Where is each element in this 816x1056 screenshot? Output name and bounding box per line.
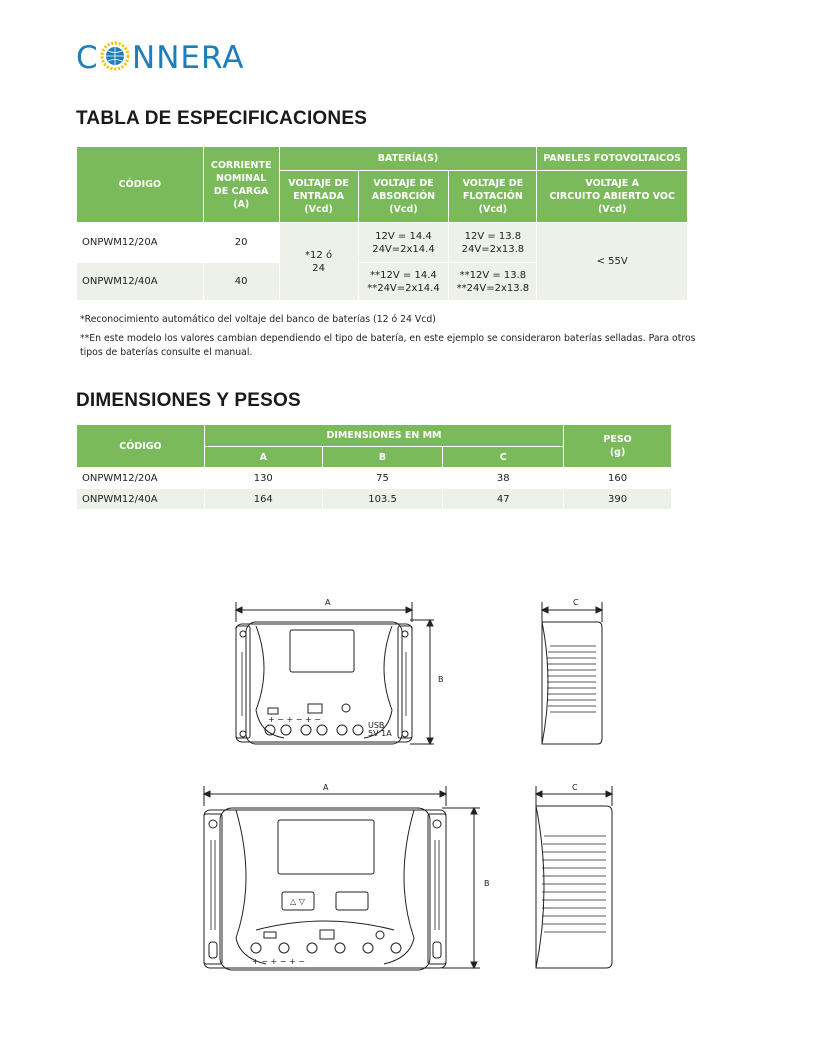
spec-header-codigo: CÓDIGO [77, 147, 204, 223]
dim-c: 38 [443, 468, 564, 489]
spec-header-voltaje-absorcion: VOLTAJE DE ABSORCIÓN (Vcd) [358, 171, 449, 223]
spec-voc-shared: < 55V [537, 223, 688, 301]
spec-codigo: ONPWM12/40A [77, 263, 204, 301]
dim-label-c: C [573, 598, 579, 607]
spec-absorcion: 12V = 14.4 24V=2x14.4 [358, 223, 449, 263]
drawing-20a-side [536, 594, 612, 754]
usb-label: USB [368, 721, 385, 730]
dim-label-a: A [325, 598, 331, 607]
spec-header-paneles: PANELES FOTOVOLTAICOS [537, 147, 688, 171]
spec-absorcion: **12V = 14.4 **24V=2x14.4 [358, 263, 449, 301]
spec-header-bateria: BATERÍA(S) [279, 147, 537, 171]
dim-b: 103.5 [322, 489, 443, 510]
dim-peso: 160 [564, 468, 672, 489]
spec-note-2: **En este modelo los valores cambian dependiendo el tipo de batería, en este ejemplo se consideraron baterías selladas. Para otros tipos de baterías consulte el manual. [80, 333, 696, 358]
spec-header-voltaje-flotacion: VOLTAJE DE FLOTACIÓN (Vcd) [449, 171, 537, 223]
dim-table [76, 424, 672, 510]
spec-flotacion: **12V = 13.8 **24V=2x13.8 [449, 263, 537, 301]
dim-header-row-1 [77, 425, 672, 447]
spec-header-voltaje-circuito: VOLTAJE A CIRCUITO ABIERTO VOC (Vcd) [537, 171, 688, 223]
dim-header-dimensiones: DIMENSIONES EN MM [204, 425, 563, 447]
dim-b: 75 [322, 468, 443, 489]
svg-text:△ ▽: △ ▽ [290, 897, 305, 906]
dim-header-codigo: CÓDIGO [77, 425, 205, 468]
dim-peso: 390 [564, 489, 672, 510]
dim-header-c: C [443, 447, 564, 468]
spec-entrada-shared: *12 ó 24 [279, 223, 358, 301]
dim-header-peso: PESO (g) [564, 425, 672, 468]
svg-text:NNERA: NNERA [132, 40, 245, 76]
dim-label-c: C [572, 783, 578, 792]
spec-note-1: *Reconocimiento automático del voltaje del banco de baterías (12 ó 24 Vcd) [80, 314, 436, 325]
dim-c: 47 [443, 489, 564, 510]
svg-text:+ − + − + −: + − + − + − [268, 715, 321, 724]
svg-text:+ − + − +: + − + − + − [252, 957, 305, 966]
svg-text:C: C [76, 40, 98, 76]
dim-a: 164 [204, 489, 322, 510]
dim-header-a: A [204, 447, 322, 468]
spec-corriente: 40 [203, 263, 279, 301]
drawing-20a-front [228, 594, 448, 754]
dim-codigo: ONPWM12/40A [77, 489, 205, 510]
spec-title: TABLA DE ESPECIFICACIONES [76, 108, 368, 129]
spec-header-corriente: CORRIENTE NOMINAL DE CARGA (A) [203, 147, 279, 223]
dim-a: 130 [204, 468, 322, 489]
drawing-40a-front [196, 780, 496, 976]
dim-header-b: B [322, 447, 443, 468]
table-row [77, 223, 688, 263]
spec-corriente: 20 [203, 223, 279, 263]
connera-logo-mark [76, 36, 246, 76]
table-row [77, 468, 672, 489]
spec-codigo: ONPWM12/20A [77, 223, 204, 263]
table-row [77, 489, 672, 510]
spec-flotacion: 12V = 13.8 24V=2x13.8 [449, 223, 537, 263]
spec-table [76, 146, 688, 301]
spec-header-row-1 [77, 147, 688, 171]
dim-codigo: ONPWM12/20A [77, 468, 205, 489]
spec-header-voltaje-entrada: VOLTAJE DE ENTRADA (Vcd) [279, 171, 358, 223]
usb-spec: 5V 1A [368, 729, 392, 738]
drawing-40a-side [530, 780, 620, 976]
dim-label-b: B [438, 675, 444, 684]
dim-title: DIMENSIONES Y PESOS [76, 390, 301, 411]
dim-label-b: B [484, 879, 490, 888]
connera-logo [76, 36, 246, 76]
dim-label-a: A [323, 783, 329, 792]
